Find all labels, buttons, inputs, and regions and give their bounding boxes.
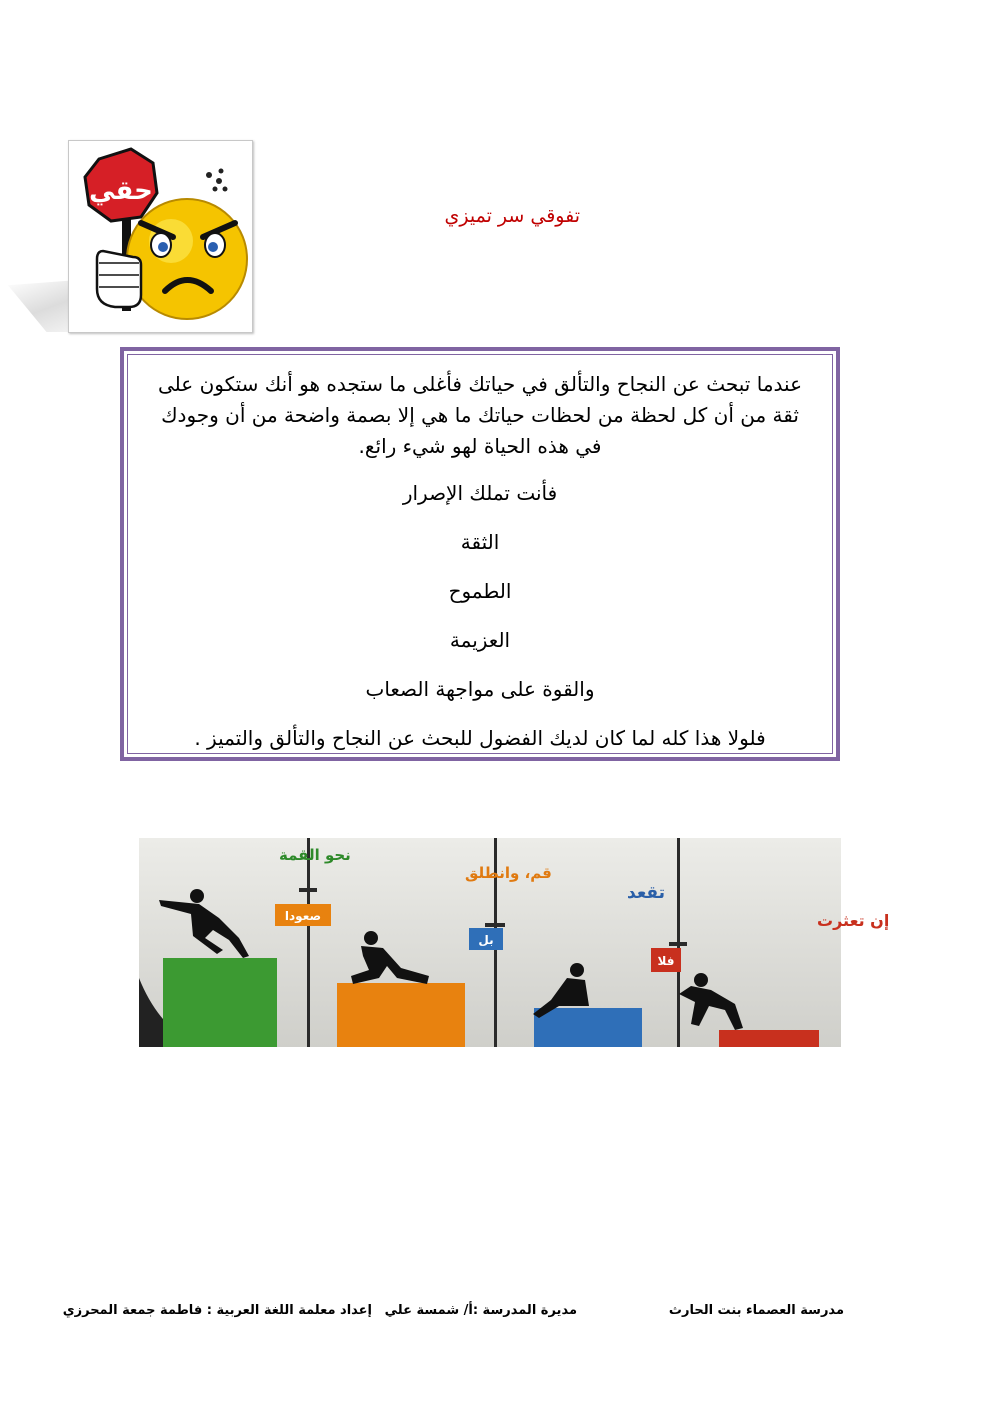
quality-line: العزيمة: [449, 628, 511, 652]
quality-line: فأنت تملك الإصرار: [402, 481, 558, 505]
footer-school: مدرسة العصماء بنت الحارث: [668, 1303, 844, 1318]
panel-badge: صعودا: [284, 909, 322, 923]
logo-frame: [68, 140, 253, 333]
panel-title: نحو القمة: [279, 846, 351, 864]
panel-title: تقعد: [627, 883, 666, 903]
angry-emoji-stop-sign-icon: [69, 141, 252, 332]
motivation-banner-image: [139, 838, 890, 1047]
panel-title: قم، وانطلق: [465, 864, 552, 882]
quality-line: الطموح: [448, 579, 512, 603]
closing-line: فلولا هذا كله لما كان لديك الفضول للبحث عن النجاح والتألق والتميز .: [194, 726, 766, 750]
footer-principal: مديرة المدرسة :أ/ شمسة علي: [384, 1303, 577, 1318]
footer-prepared-by: إعداد معلمة اللغة العربية : فاطمة جمعة المحرزي: [62, 1303, 372, 1318]
panel-badge: فلا: [657, 954, 675, 968]
content-box-inner: [127, 354, 833, 754]
intro-paragraph: عندما تبحث عن النجاح والتألق في حياتك فأغلى ما ستجده هو أنك ستكون على ثقة من أن كل لحظة من لحظات حياتك ما هي إلا بصمة واضحة من أن وجودك في هذه الحياة لهو شيء رائع.: [157, 372, 802, 458]
content-box: [120, 347, 840, 761]
panel-title: إن تعثرت: [817, 911, 890, 930]
banner-illustration: [139, 838, 890, 1047]
logo-area: [8, 140, 254, 335]
document-title: تفوقي سر تميزي: [444, 205, 580, 227]
quality-line: والقوة على مواجهة الصعاب: [365, 677, 595, 701]
quality-line: الثقة: [460, 530, 500, 554]
panel-badge: بل: [478, 933, 494, 947]
logo-sign-text: حقي: [89, 176, 153, 206]
